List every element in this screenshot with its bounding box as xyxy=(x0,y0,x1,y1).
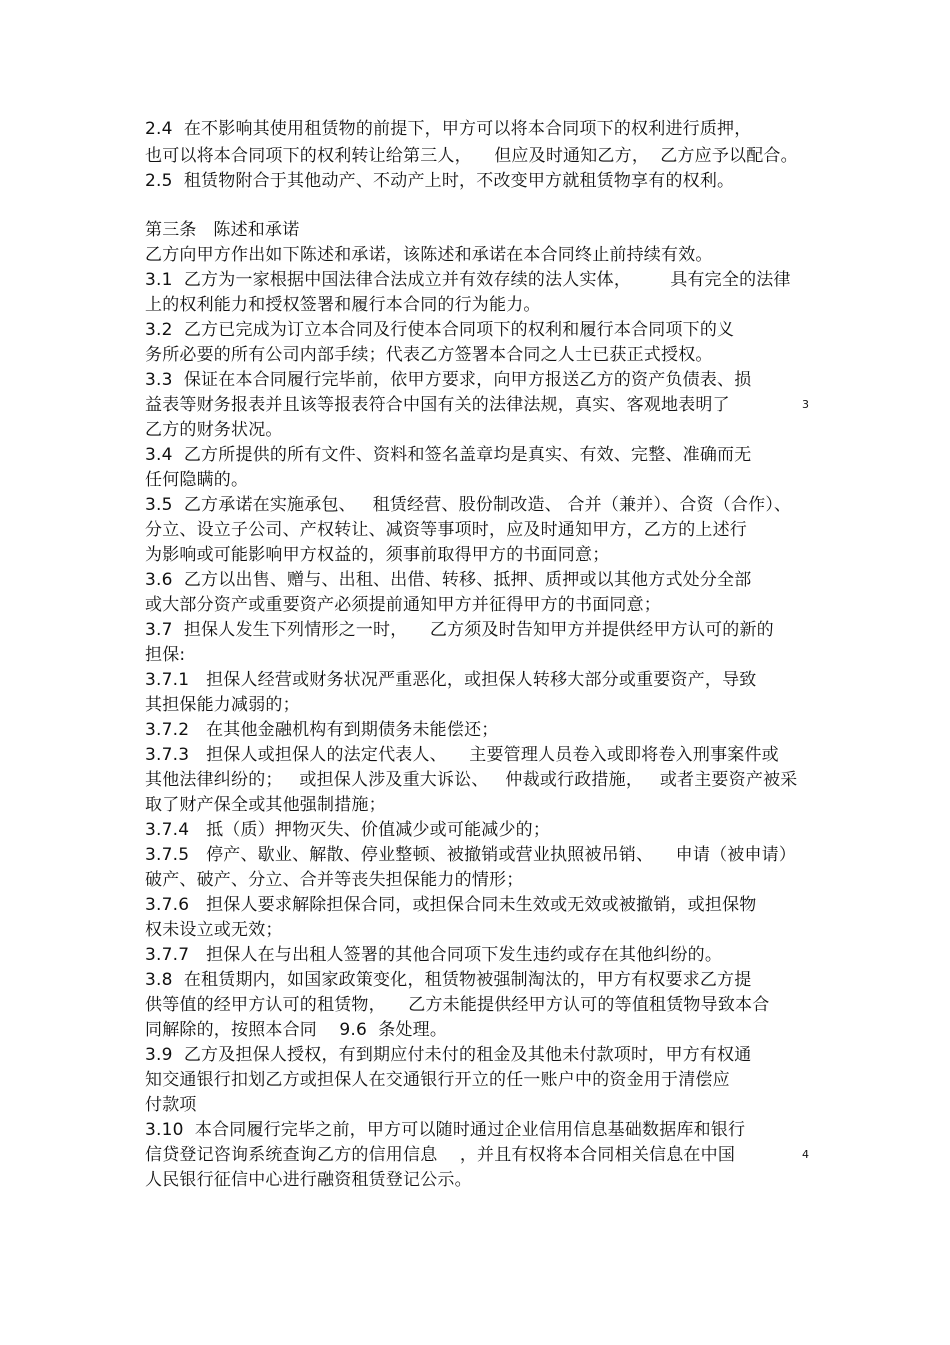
text-line: 其他法律纠纷的； 或担保人涉及重大诉讼、 仲裁或行政措施， 或者主要资产被采 xyxy=(145,770,798,790)
text-line: 乙方的财务状况。 xyxy=(145,420,283,440)
text-line: 3.7.3 担保人或担保人的法定代表人、 主要管理人员卷入或即将卷入刑事案件或 xyxy=(145,745,779,765)
section-heading: 第三条 陈述和承诺 xyxy=(145,220,300,240)
text-line: 供等值的经甲方认可的租赁物， 乙方未能提供经甲方认可的等值租赁物导致本合 xyxy=(145,995,770,1015)
text-line: 3.8 在租赁期内，如国家政策变化，租赁物被强制淘汰的，甲方有权要求乙方提 xyxy=(145,970,752,990)
text-line: 权未设立或无效； xyxy=(145,920,283,940)
text-line: 取了财产保全或其他强制措施； xyxy=(145,795,386,815)
text-line: 任何隐瞒的。 xyxy=(145,470,249,490)
text-line: 2.4 在不影响其使用租赁物的前提下，甲方可以将本合同项下的权利进行质押， xyxy=(145,119,752,139)
text-line: 付款项 xyxy=(145,1095,197,1115)
page-number: 4 xyxy=(802,1148,809,1161)
text-line: 2.5 租赁物附合于其他动产、不动产上时，不改变甲方就租赁物享有的权利。 xyxy=(145,171,735,191)
text-line: 上的权利能力和授权签署和履行本合同的行为能力。 xyxy=(145,295,541,315)
text-line: 3.5 乙方承诺在实施承包、 租赁经营、股份制改造、 合并（兼并）、合资（合作）、 xyxy=(145,495,792,515)
text-line: 破产、破产、分立、合并等丧失担保能力的情形； xyxy=(145,870,524,890)
text-line: 知交通银行扣划乙方或担保人在交通银行开立的任一账户中的资金用于清偿应 xyxy=(145,1070,730,1090)
text-line: 同解除的，按照本合同 9.6 条处理。 xyxy=(145,1020,448,1040)
text-line: 3.7.4 抵（质）押物灭失、价值减少或可能减少的； xyxy=(145,820,551,840)
page-number: 3 xyxy=(802,398,809,411)
text-line: 也可以将本合同项下的权利转让给第三人， 但应及时通知乙方， 乙方应予以配合。 xyxy=(145,146,798,166)
text-line: 益表等财务报表并且该等报表符合中国有关的法律法规，真实、客观地表明了 xyxy=(145,395,730,415)
text-line: 3.7.2 在其他金融机构有到期债务未能偿还； xyxy=(145,720,499,740)
text-line: 乙方向甲方作出如下陈述和承诺，该陈述和承诺在本合同终止前持续有效。 xyxy=(145,245,713,265)
text-line: 3.6 乙方以出售、赠与、出租、出借、转移、抵押、质押或以其他方式处分全部 xyxy=(145,570,752,590)
text-line: 3.7.5 停产、歇业、解散、停业整顿、被撤销或营业执照被吊销、 申请（被申请） xyxy=(145,845,797,865)
text-line: 3.7.6 担保人要求解除担保合同，或担保合同未生效或无效或被撤销，或担保物 xyxy=(145,895,757,915)
text-line: 3.7 担保人发生下列情形之一时， 乙方须及时告知甲方并提供经甲方认可的新的 xyxy=(145,620,774,640)
text-line: 3.10 本合同履行完毕之前，甲方可以随时通过企业信用信息基础数据库和银行 xyxy=(145,1120,746,1140)
text-line: 分立、设立子公司、产权转让、减资等事项时，应及时通知甲方，乙方的上述行 xyxy=(145,520,747,540)
text-line: 务所必要的所有公司内部手续；代表乙方签署本合同之人士已获正式授权。 xyxy=(145,345,713,365)
text-line: 3.3 保证在本合同履行完毕前，依甲方要求，向甲方报送乙方的资产负债表、损 xyxy=(145,370,752,390)
text-line: 3.2 乙方已完成为订立本合同及行使本合同项下的权利和履行本合同项下的义 xyxy=(145,320,735,340)
text-line: 或大部分资产或重要资产必须提前通知甲方并征得甲方的书面同意； xyxy=(145,595,661,615)
text-line: 担保: xyxy=(145,645,186,665)
text-line: 3.1 乙方为一家根据中国法律合法成立并有效存续的法人实体， 具有完全的法律 xyxy=(145,270,791,290)
text-line: 信贷登记咨询系统查询乙方的信用信息 ，并且有权将本合同相关信息在中国 xyxy=(145,1145,736,1165)
text-line: 3.7.7 担保人在与出租人签署的其他合同项下发生违约或存在其他纠纷的。 xyxy=(145,945,723,965)
text-line: 人民银行征信中心进行融资租赁登记公示。 xyxy=(145,1170,472,1190)
text-line: 为影响或可能影响甲方权益的，须事前取得甲方的书面同意； xyxy=(145,545,610,565)
text-line: 3.7.1 担保人经营或财务状况严重恶化，或担保人转移大部分或重要资产，导致 xyxy=(145,670,757,690)
text-line: 3.9 乙方及担保人授权，有到期应付未付的租金及其他未付款项时，甲方有权通 xyxy=(145,1045,752,1065)
text-line: 其担保能力减弱的； xyxy=(145,695,300,715)
text-line: 3.4 乙方所提供的所有文件、资料和签名盖章均是真实、有效、完整、准确而无 xyxy=(145,445,752,465)
